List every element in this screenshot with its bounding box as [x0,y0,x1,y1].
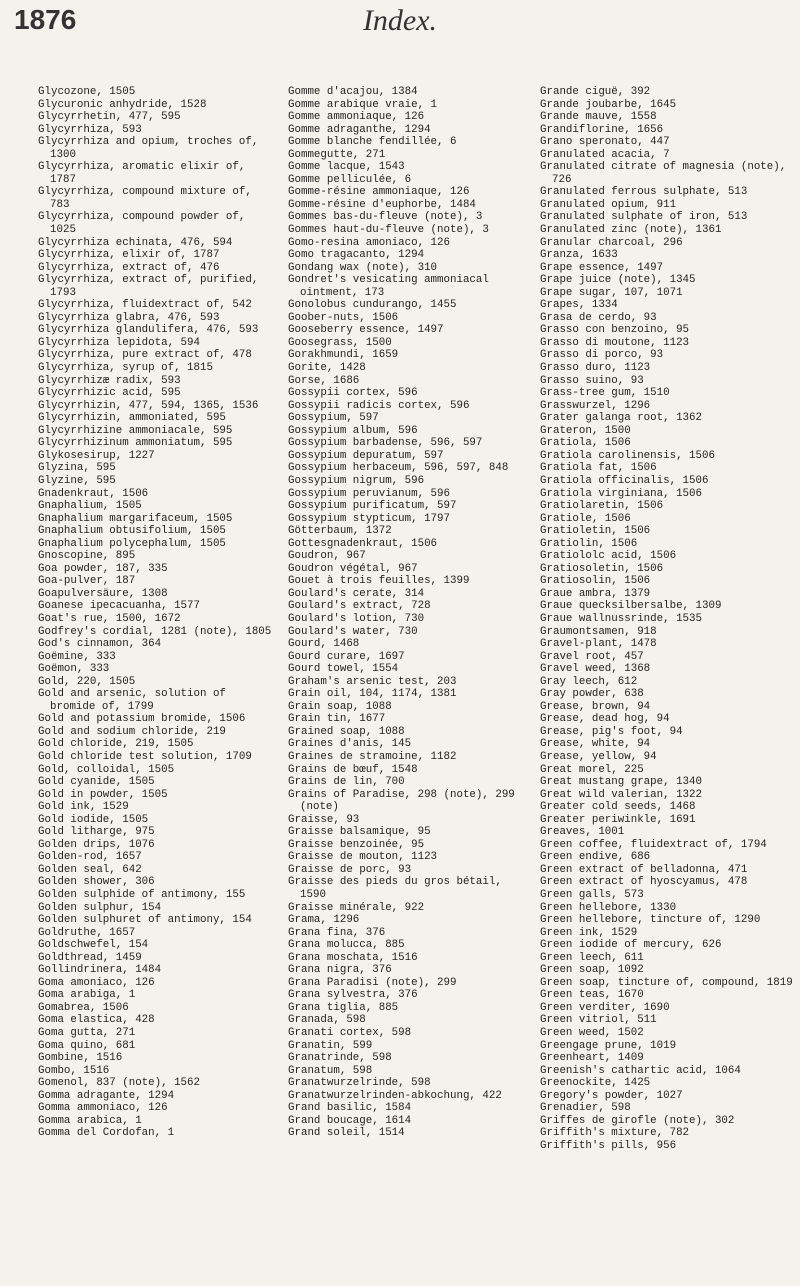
index-entry: Glycyrrhizic acid, 595 [38,387,181,400]
index-entry: Grease, white, 94 [540,738,651,751]
index-entry: Graisse balsamique, 95 [288,826,431,839]
index-entry: Green ink, 1529 [540,926,638,939]
index-entry: Granular charcoal, 296 [540,236,683,249]
index-entry: Gold, colloidal, 1505 [38,763,175,776]
index-entry: Golden sulphide of antimony, 155 [38,889,246,901]
index-entry: Goudron végétal, 967 [288,562,418,575]
index-entry: Gommes bas-du-fleuve (note), 3 [288,211,483,224]
index-entry: Grana tiglia, 885 [288,1001,399,1014]
index-entry: Grain tin, 1677 [288,713,386,726]
index-entry: Graue ambra, 1379 [540,587,651,600]
index-entry: Gnaphalium, 1505 [38,500,142,513]
index-entry: Granulated zinc (note), 1361 [540,224,722,237]
index-entry: Grain oil, 104, 1174, 1381 [288,688,457,701]
index-column-1 [38,86,276,1140]
index-entry: Grana moschata, 1516 [288,951,418,964]
index-entry: Gondret's vesicating ammoniacal ointment, 173 [288,274,489,299]
index-entry: Greenheart, 1409 [540,1052,644,1065]
index-entry: Green extract of belladonna, 471 [540,863,748,876]
index-entry: Golden-rod, 1657 [38,851,142,864]
index-entry: Gnaphalium margarifaceum, 1505 [38,512,233,525]
index-entry: Glykosesirup, 1227 [38,449,155,462]
index-entry: Gratiosolin, 1506 [540,575,651,588]
index-entry: Golden drips, 1076 [38,838,155,851]
index-entry: Glyzina, 595 [38,462,116,475]
index-entry: Grasa de cerdo, 93 [540,311,657,324]
index-entry: Grand boucage, 1614 [288,1114,412,1127]
index-entry: Graines d'anis, 145 [288,738,412,751]
index-entry: Goma arabiga, 1 [38,989,136,1002]
index-entry: Green soap, tincture of, compound, 1819 [540,976,793,989]
index-entry: Gossypium stypticum, 1797 [288,512,450,525]
index-entry: Green teas, 1670 [540,989,644,1002]
index-entry: Glycyrrhiza, compound mixture of, 783 [38,186,252,211]
index-entry: Gravel root, 457 [540,650,644,663]
index-entry: Glycyrrhiza, 593 [38,123,142,136]
index-entry: Gossypium, 597 [288,412,379,425]
index-entry: Great morel, 225 [540,763,644,776]
index-entry: Granati cortex, 598 [288,1027,412,1040]
index-entry: Gomme lacque, 1543 [288,161,405,174]
index-entry: Great mustang grape, 1340 [540,776,702,789]
index-entry: Grease, yellow, 94 [540,750,657,763]
index-entry: Gold litharge, 975 [38,826,155,839]
index-entry: Grass-tree gum, 1510 [540,387,670,400]
index-entry: Green soap, 1092 [540,964,644,977]
index-entry: Greenockite, 1425 [540,1077,651,1090]
index-entry: Grand basilic, 1584 [288,1102,412,1115]
index-entry: Graisse, 93 [288,813,360,826]
index-entry: Goma gutta, 271 [38,1027,136,1040]
index-entry: Grease, brown, 94 [540,700,651,713]
index-entry: Grasso con benzoino, 95 [540,324,690,337]
index-entry: Granatin, 599 [288,1039,373,1052]
index-entry: Gold iodide, 1505 [38,813,149,826]
index-entry: Green galls, 573 [540,889,644,901]
index-entry: Goulard's water, 730 [288,625,418,638]
index-entry: Glycyrrhiza, aromatic elixir of, 1787 [38,161,246,186]
index-entry: Glycyrrhiza glabra, 476, 593 [38,311,220,324]
index-entry: Gratiolin, 1506 [540,537,638,550]
index-entry: Gnadenkraut, 1506 [38,487,149,500]
index-entry: Grains de bœuf, 1548 [288,763,418,776]
index-entry: Granada, 598 [288,1014,366,1027]
index-entry: Goldschwefel, 154 [38,939,149,952]
index-entry: Gomenol, 837 (note), 1562 [38,1077,200,1090]
index-entry: Gorse, 1686 [288,374,360,387]
page-number: 1876 [14,4,77,35]
index-entry: Glycyrrhiza, fluidextract of, 542 [38,299,252,312]
index-entry: Granulated opium, 911 [540,198,677,211]
index-entry: Goa powder, 187, 335 [38,562,168,575]
index-entry: Grease, dead hog, 94 [540,713,670,726]
index-entry: Gratiola virginiana, 1506 [540,487,702,500]
index-entry: Green hellebore, tincture of, 1290 [540,914,761,927]
index-entry: Gnaphalium obtusifolium, 1505 [38,525,226,538]
index-entry: Glycyrrhizine ammoniacale, 595 [38,424,233,437]
index-entry: Granatwurzelrinden-abkochung, 422 [288,1089,502,1102]
index-entry: Granatwurzelrinde, 598 [288,1077,431,1090]
index-entry: Gratiola officinalis, 1506 [540,474,709,487]
index-entry: Gombine, 1516 [38,1052,123,1065]
index-entry: Gomme arabique vraie, 1 [288,98,438,111]
index-entry: Gomme pelliculée, 6 [288,173,412,186]
index-entry: Glycyrrhiza, elixir of, 1787 [38,249,220,262]
index-column-2 [288,86,526,1140]
index-entry: Grained soap, 1088 [288,725,405,738]
index-entry: Gottesgnadenkraut, 1506 [288,537,438,550]
index-entry: Gregory's powder, 1027 [540,1089,683,1102]
index-entry: Greaves, 1001 [540,826,625,839]
index-entry: Goulard's lotion, 730 [288,612,425,625]
index-entry: Graue wallnussrinde, 1535 [540,612,702,625]
index-entry: Granatrinde, 598 [288,1052,392,1065]
index-entry: Grains de lin, 700 [288,776,405,789]
index-entry: Graisse des pieds du gros bétail, 1590 [288,876,502,901]
page-header [14,4,786,44]
index-entry: Glycyrrhizin, 477, 594, 1365, 1536 [38,399,259,412]
index-entry: Goosegrass, 1500 [288,336,392,349]
index-entry: Green vitriol, 511 [540,1014,657,1027]
index-entry: Gooseberry essence, 1497 [288,324,444,337]
index-entry: Grater galanga root, 1362 [540,412,702,425]
index-entry: Gonolobus cundurango, 1455 [288,299,457,312]
index-entry: Granulated acacia, 7 [540,148,670,161]
index-entry: Glycyrrhiza and opium, troches of, 1300 [38,136,259,161]
index-entry: Gondang wax (note), 310 [288,261,438,274]
index-entry: Goma quino, 681 [38,1039,136,1052]
index-entry: Gratioletin, 1506 [540,525,651,538]
index-entry: Glycyrrhizinum ammoniatum, 595 [38,437,233,450]
index-entry: Goma elastica, 428 [38,1014,155,1027]
index-entry: Goldthread, 1459 [38,951,142,964]
index-entry: Glycyrrhizin, ammoniated, 595 [38,412,226,425]
index-entry: Golden sulphuret of antimony, 154 [38,914,252,927]
index-entry: Glycyrrhiza, extract of, 476 [38,261,220,274]
index-entry: Granza, 1633 [540,249,618,262]
page-title: Index. [362,4,438,37]
index-entry: Grape juice (note), 1345 [540,274,696,287]
index-entry: Gomme-résine d'euphorbe, 1484 [288,198,476,211]
index-entry: Goëmine, 333 [38,650,116,663]
index-entry: Glycozone, 1505 [38,86,136,98]
index-entry: Graumontsamen, 918 [540,625,657,638]
index-entry: Gratiole, 1506 [540,512,631,525]
index-entry: Green coffee, fluidextract of, 1794 [540,838,767,851]
index-entry: Gourd towel, 1554 [288,663,399,676]
index-entry: Grenadier, 598 [540,1102,631,1115]
index-entry: Gomma del Cordofan, 1 [38,1127,175,1140]
index-entry: Gomma arabica, 1 [38,1114,142,1127]
index-entry: Golden sulphur, 154 [38,901,162,914]
index-entry: Gold cyanide, 1505 [38,776,155,789]
index-entry: Gravel weed, 1368 [540,663,651,676]
index-entry: Goulard's cerate, 314 [288,587,425,600]
index-entry: Grasso di moutone, 1123 [540,336,690,349]
index-entry: Graisse benzoinée, 95 [288,838,425,851]
index-entry: Griffes de girofle (note), 302 [540,1114,735,1127]
index-entry: Glycyrrhiza echinata, 476, 594 [38,236,233,249]
index-entry: Grandiflorine, 1656 [540,123,664,136]
index-entry: Grana molucca, 885 [288,939,405,952]
index-entry: Glycyrrhiza, extract of, purified, 1793 [38,274,259,299]
index-entry: Gold in powder, 1505 [38,788,168,801]
index-entry: Golden shower, 306 [38,876,155,889]
index-entry: Gombo, 1516 [38,1064,110,1077]
index-entry: Goudron, 967 [288,550,366,563]
index-entry: Gourd, 1468 [288,638,360,651]
index-entry: Grain soap, 1088 [288,700,392,713]
index-entry: Gossypii cortex, 596 [288,387,418,400]
index-entry: Glycyrrhiza glandulifera, 476, 593 [38,324,259,337]
index-entry: Gollindrinera, 1484 [38,964,162,977]
index-entry: Green weed, 1502 [540,1027,644,1040]
index-entry: Gorakhmundi, 1659 [288,349,399,362]
index-entry: Gnoscopine, 895 [38,550,136,563]
index-entry: Gratiola, 1506 [540,437,631,450]
index-entry: Gomme-résine ammoniaque, 126 [288,186,470,199]
index-entry: Graines de stramoine, 1182 [288,750,457,763]
index-entry: Godfrey's cordial, 1281 (note), 1805 [38,625,272,638]
index-entry: Green verditer, 1690 [540,1001,670,1014]
index-entry: Gratiolaretin, 1506 [540,500,664,513]
index-entry: Green hellebore, 1330 [540,901,677,914]
index-entry: Grasswurzel, 1296 [540,399,651,412]
index-entry: Gossypium album, 596 [288,424,418,437]
index-entry: Grande joubarbe, 1645 [540,98,677,111]
index-entry: Grains of Paradise, 298 (note), 299 (note) [288,788,515,814]
index-entry: Grasso di porco, 93 [540,349,664,362]
index-entry: Goanese ipecacuanha, 1577 [38,600,200,613]
index-entry: Grape essence, 1497 [540,261,664,274]
index-entry: Grasso duro, 1123 [540,362,651,375]
index-entry: Gorite, 1428 [288,362,366,375]
index-entry: Gomabrea, 1506 [38,1001,129,1014]
index-entry: Grande mauve, 1558 [540,111,657,124]
index-entry: Gomme adraganthe, 1294 [288,123,431,136]
index-entry: Gossypium nigrum, 596 [288,474,425,487]
index-entry: Gomma ammoniaco, 126 [38,1102,168,1115]
index-entry: Gold ink, 1529 [38,801,129,814]
index-entry: Graisse de porc, 93 [288,863,412,876]
index-entry: Goapulversäure, 1308 [38,587,168,600]
index-entry: Grana sylvestra, 376 [288,989,418,1002]
index-entry: God's cinnamon, 364 [38,638,162,651]
index-entry: Gold chloride test solution, 1709 [38,750,252,763]
index-entry: Glycyrrhetin, 477, 595 [38,111,181,124]
index-entry: Glycuronic anhydride, 1528 [38,98,207,111]
index-entry: Gommes haut-du-fleuve (note), 3 [288,224,489,237]
index-entry: Graue quecksilbersalbe, 1309 [540,600,722,613]
index-entry: Greenish's cathartic acid, 1064 [540,1064,741,1077]
index-entry: Goat's rue, 1500, 1672 [38,612,181,625]
index-entry: Graham's arsenic test, 203 [288,675,457,688]
index-entry: Gratiololc acid, 1506 [540,550,677,563]
index-entry: Grasso suino, 93 [540,374,644,387]
index-entry: Gratiola fat, 1506 [540,462,657,475]
index-entry: Griffith's mixture, 782 [540,1127,690,1140]
index-entry: Gratiosoletin, 1506 [540,562,664,575]
index-entry: Green extract of hyoscyamus, 478 [540,876,748,889]
index-entry: Grateron, 1500 [540,424,631,437]
index-entry: Gossypium depuratum, 597 [288,449,444,462]
index-entry: Glycyrrhizæ radix, 593 [38,374,181,387]
index-entry: Grande ciguë, 392 [540,86,651,98]
index-entry: Gomma adragante, 1294 [38,1089,175,1102]
index-entry: Gray leech, 612 [540,675,638,688]
index-column-3 [540,86,794,1152]
index-entry: Gomme d'acajou, 1384 [288,86,418,98]
index-entry: Gomme blanche fendillée, 6 [288,136,457,149]
index-entry: Gossypii radicis cortex, 596 [288,399,470,412]
index-entry: Goober-nuts, 1506 [288,311,399,324]
index-entry: Gold and potassium bromide, 1506 [38,713,246,726]
index-entry: Gnaphalium polycephalum, 1505 [38,537,226,550]
index-entry: Goma amoniaco, 126 [38,976,155,989]
index-entry: Green iodide of mercury, 626 [540,939,722,952]
index-entry: Green endive, 686 [540,851,651,864]
index-entry: Gouet à trois feuilles, 1399 [288,575,470,588]
index-entry: Green leech, 611 [540,951,644,964]
index-entry: Graisse de mouton, 1123 [288,851,438,864]
index-entry: Golden seal, 642 [38,863,142,876]
index-entry: Gravel-plant, 1478 [540,638,657,651]
index-entry: Gray powder, 638 [540,688,644,701]
index-entry: Gourd curare, 1697 [288,650,405,663]
index-entry: Gomo tragacanto, 1294 [288,249,425,262]
index-entry: Gossypium barbadense, 596, 597 [288,437,483,450]
index-entry: Greater periwinkle, 1691 [540,813,696,826]
index-entry: Grana Paradisi (note), 299 [288,976,457,989]
index-entry: Götterbaum, 1372 [288,525,392,538]
index-entry: Gold and sodium chloride, 219 [38,725,226,738]
index-entry: Goëmon, 333 [38,663,110,676]
index-entry: Grand soleil, 1514 [288,1127,405,1140]
index-entry: Grana fina, 376 [288,926,386,939]
index-entry: Gossypium purificatum, 597 [288,500,457,513]
index-entry: Gossypium herbaceum, 596, 597, 848 [288,462,509,475]
index-entry: Granulated ferrous sulphate, 513 [540,186,748,199]
index-entry: Gold, 220, 1505 [38,675,136,688]
index-entry: Gossypium peruvianum, 596 [288,487,450,500]
index-entry: Graisse minérale, 922 [288,901,425,914]
index-entry: Grama, 1296 [288,914,360,927]
index-entry: Gold chloride, 219, 1505 [38,738,194,751]
index-entry: Gold and arsenic, solution of bromide of, 1799 [38,688,226,713]
index-entry: Grano speronato, 447 [540,136,670,149]
index-entry: Gratiola carolinensis, 1506 [540,449,715,462]
index-entry: Granatum, 598 [288,1064,373,1077]
index-entry: Gomme ammoniaque, 126 [288,111,425,124]
index-entry: Great wild valerian, 1322 [540,788,702,801]
index-entry: Greengage prune, 1019 [540,1039,677,1052]
index-entry: Goulard's extract, 728 [288,600,431,613]
index-entry: Glycyrrhiza lepidota, 594 [38,336,200,349]
index-entry: Gommegutte, 271 [288,148,386,161]
index-entry: Grease, pig's foot, 94 [540,725,683,738]
index-entry: Griffith's pills, 956 [540,1139,677,1152]
index-entry: Grana nigra, 376 [288,964,392,977]
index-entry: Goa-pulver, 187 [38,575,136,588]
index-entry: Glycyrrhiza, compound powder of, 1025 [38,211,246,237]
index-entry: Grapes, 1334 [540,299,618,312]
index-entry: Glycyrrhiza, pure extract of, 478 [38,349,252,362]
index-entry: Goldruthe, 1657 [38,926,136,939]
index-entry: Glycyrrhiza, syrup of, 1815 [38,362,213,375]
index-entry: Glyzine, 595 [38,474,116,487]
index-entry: Gomo-resina amoniaco, 126 [288,236,450,249]
index-entry: Granulated citrate of magnesia (note), 726 [540,161,787,186]
index-entry: Greater cold seeds, 1468 [540,801,696,814]
index-entry: Grape sugar, 107, 1071 [540,286,683,299]
index-entry: Granulated sulphate of iron, 513 [540,211,748,224]
